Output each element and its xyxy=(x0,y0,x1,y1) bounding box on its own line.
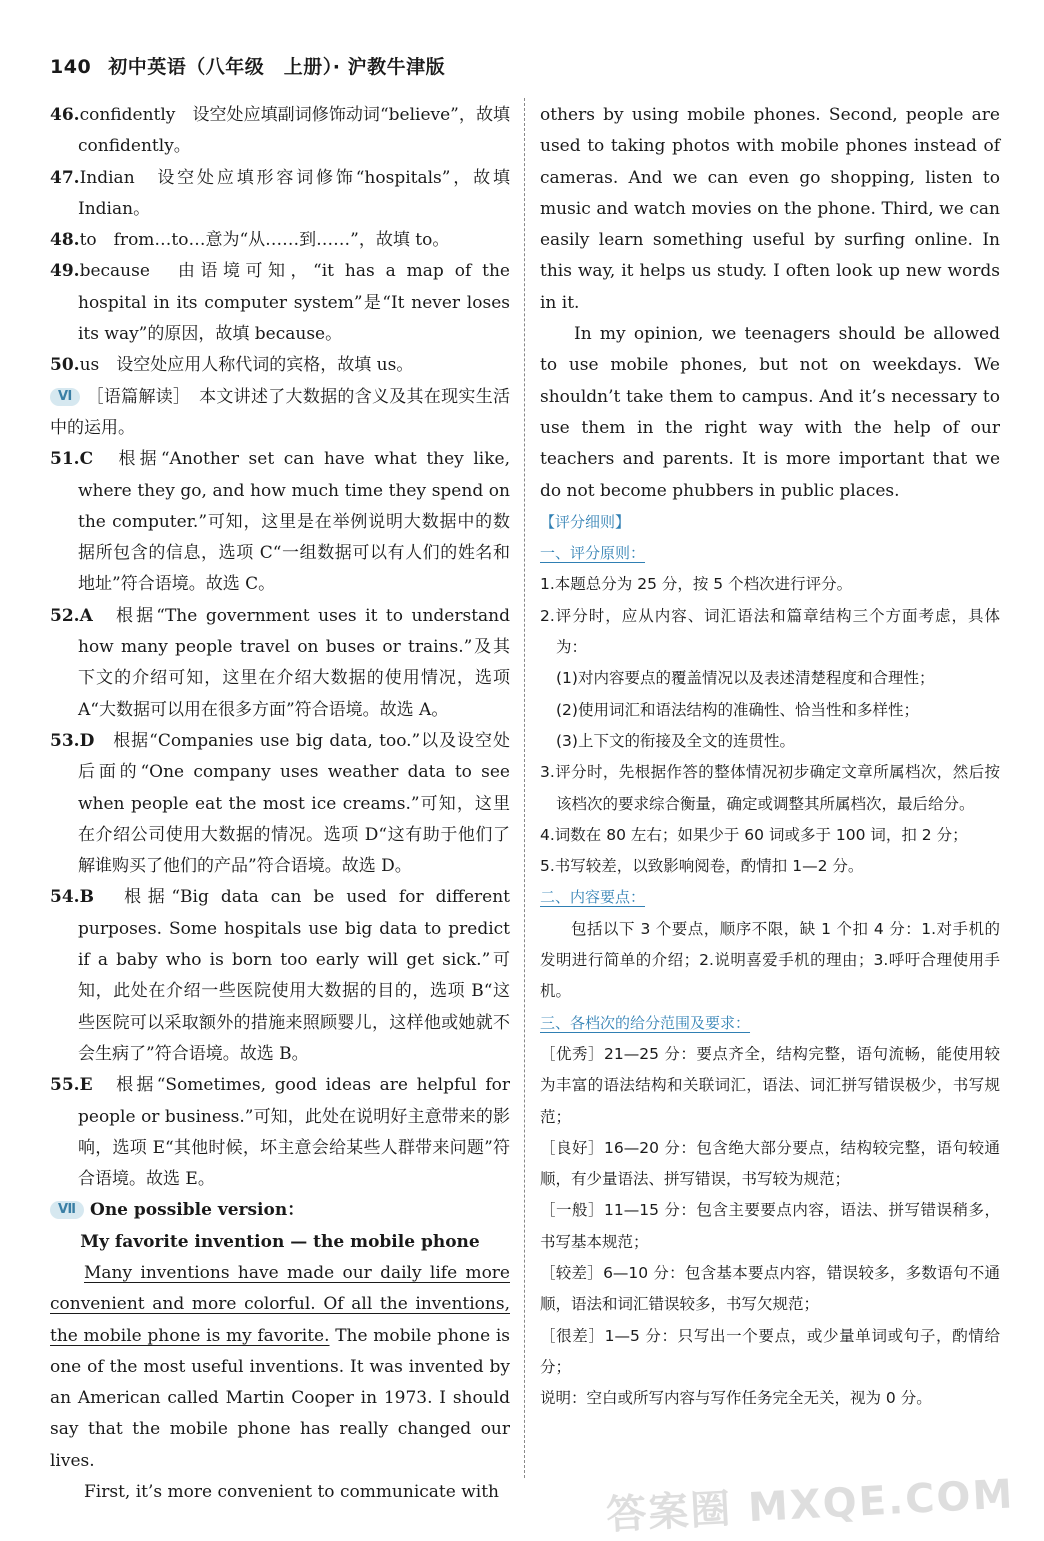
content-points: 包括以下 3 个要点，顺序不限，缺 1 个扣 4 分：1.对手机的发明进行简单的介绍；2.说明喜爱手机的理由；3.呼吁合理使用手机。 xyxy=(540,919,1000,1001)
scoring-rule: 1.本题总分为 25 分，按 5 个档次进行评分。 xyxy=(540,575,853,594)
scoring-section-title: 三、各档次的给分范围及要求： xyxy=(540,1013,751,1032)
answer-item: 46.confidently 设空处应填副词修饰动词“believe”，故填 confidently。 xyxy=(50,105,510,157)
scoring-rule: 3.评分时，先根据作答的整体情况初步确定文章所属档次，然后按该档次的要求综合衡量，确定或调整其所属档次，最后给分。 xyxy=(540,763,1000,813)
column-divider xyxy=(524,98,525,1478)
grade-level: ［较差］6—10 分：包含基本要点内容，错误较多，多数语句不通顺，语法和词汇错误较多，书写欠规范； xyxy=(540,1263,1000,1314)
section-6-intro: Ⅵ ［语篇解读］ 本文讲述了大数据的含义及其在现实生活中的运用。 xyxy=(50,386,510,438)
scoring-rule: 4.词数在 80 左右；如果少于 60 词或多于 100 词，扣 2 分； xyxy=(540,825,968,844)
grade-level: ［优秀］21—25 分：要点齐全，结构完整，语句流畅，能使用较为丰富的语法结构和关联词汇，语法、词汇拼写错误极少，书写规范； xyxy=(540,1044,1000,1126)
book-title: 初中英语（八年级 上册）· 沪教牛津版 xyxy=(108,56,446,78)
section-badge: Ⅵ xyxy=(50,388,80,406)
answer-item: 48.to from…to…意为“从……到……”，故填 to。 xyxy=(50,230,450,251)
scoring-rule: 5.书写较差，以致影响阅卷，酌情扣 1—2 分。 xyxy=(540,857,864,876)
scoring-tag: 【评分细则】 xyxy=(540,512,631,531)
answer-item: 49.because 由语境可知，“it has a map of the hospital in its computer system”是“It never loses its way”的原因，故填 because。 xyxy=(50,261,510,345)
left-column xyxy=(50,100,510,1508)
section-badge: Ⅶ xyxy=(50,1201,84,1219)
grade-level: ［一般］11—15 分：包含主要要点内容，语法、拼写错误稍多，书写基本规范； xyxy=(540,1201,1000,1251)
grade-level: ［良好］16—20 分：包含绝大部分要点，结构较完整，语句较通顺，有少量语法、拼写错误，书写较为规范； xyxy=(540,1138,1000,1189)
essay-title: My favorite invention — the mobile phone xyxy=(80,1231,480,1252)
section-7-label: Ⅶ One possible version： xyxy=(50,1195,510,1226)
grade-level: ［很差］1—5 分：只写出一个要点，或少量单词或句子，酌情给分； xyxy=(540,1326,1000,1376)
essay-paragraph-2-cont: others by using mobile phones. Second, people are used to taking photos with mobile phones instead of cameras. And we can even go shopping, listen to music and watch movies on the phone. Third, we can easily learn something useful by surfing online. In this way, it helps us study. I often look up new words in it. xyxy=(540,105,1000,313)
answer-item: 53.D 根据“Companies use big data, too.”以及设空处后面的“One company uses weather data to see when people eat the most ice creams.”可知，这里在介绍公司使用大数据的情况。选项 D“这有助于他们了解谁购买了他们的产品”符合语境。故选 D。 xyxy=(50,730,510,877)
scoring-subrule: (1)对内容要点的覆盖情况以及表述清楚程度和合理性； xyxy=(556,669,935,688)
scoring-subrule: (3)上下文的衔接及全文的连贯性。 xyxy=(556,731,795,750)
scoring-section-title: 二、内容要点： xyxy=(540,888,646,907)
right-column xyxy=(540,100,1000,1414)
answer-item: 52.A 根据“The government uses it to understand how many people travel on buses or trains.”及其下文的介绍可知，这里在介绍大数据的使用情况，选项 A“大数据可以用在很多方面”符合语境。故选 A。 xyxy=(50,605,510,720)
answer-item: 50.us 设空处应用人称代词的宾格，故填 us。 xyxy=(50,355,414,376)
answer-item: 47.Indian 设空处应填形容词修饰“hospitals”，故填 Indian。 xyxy=(50,167,510,219)
scoring-note: 说明：空白或所写内容与写作任务完全无关，视为 0 分。 xyxy=(540,1389,932,1408)
answer-item: 54.B 根据“Big data can be used for different purposes. Some hospitals use big data to predict if a baby who is born too early will get sick.”可知，此处在介绍一些医院使用大数据的目的，选项 B“这些医院可以采取额外的措施来照顾婴儿，这样他或她就不会生病了”符合语境。故选 B。 xyxy=(50,887,511,1064)
watermark: 答案圈 MXQE.COM xyxy=(604,1471,1016,1539)
scoring-subrule: (2)使用词汇和语法结构的准确性、恰当性和多样性； xyxy=(556,700,919,719)
page-number: 140 xyxy=(50,56,92,78)
essay-paragraph-1: Many inventions have made our daily life more convenient and more colorful. Of all the inventions, the mobile phone is my favorite. The mobile phone is one of the most useful inventions. It was invented by an American called Martin Cooper in 1973. I should say that the mobile phone has really changed our lives. xyxy=(50,1262,510,1471)
answer-item: 55.E 根据“Sometimes, good ideas are helpful for people or business.”可知，此处在说明好主意带来的影响，选项 E“其他时候，坏主意会给某些人群带来问题”符合语境。故选 E。 xyxy=(50,1075,510,1190)
scoring-section-title: 一、评分原则： xyxy=(540,544,646,563)
answer-item: 51.C 根据“Another set can have what they like, where they go, and how much time they spend on the computer.”可知，这里是在举例说明大数据中的数据所包含的信息，选项 C“一组数据可以有人们的姓名和地址”符合语境。故选 C。 xyxy=(50,449,511,595)
scoring-rule: 2.评分时，应从内容、词汇语法和篇章结构三个方面考虑，具体为： xyxy=(540,606,1000,657)
essay-paragraph-2-start: First, it’s more convenient to communicate with xyxy=(84,1482,499,1503)
page-header xyxy=(50,52,445,79)
essay-paragraph-3: In my opinion, we teenagers should be allowed to use mobile phones, but not on weekdays. We shouldn’t take them to campus. And it’s necessary to use them in the right way with the help of our teachers and parents. It is more important that we do not become phubbers in public places. xyxy=(540,324,1000,501)
